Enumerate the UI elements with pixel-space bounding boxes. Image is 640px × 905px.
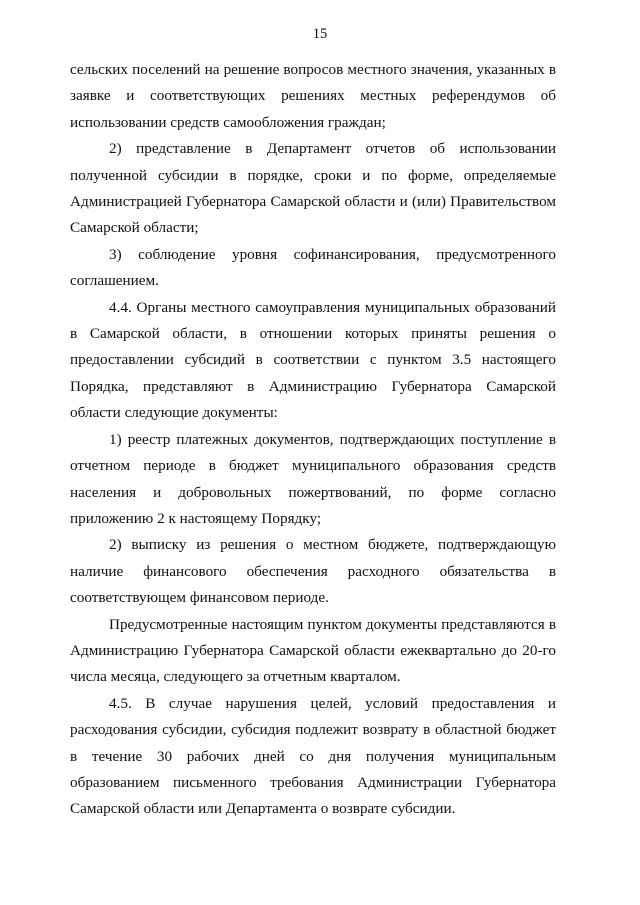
page-number: 15 [312,26,328,42]
paragraph-continuation: сельских поселений на решение вопросов местного значения, указанных в заявке и соответствующих решениях местных референдумов об использовании средств самообложения граждан; [70,61,556,131]
paragraph-item-1-registry: 1) реестр платежных документов, подтверждающих поступление в отчетном периоде в бюджет муниципального образования средств населения и добровольных пожертвований, по форме согласно приложению 2 к настоящему Порядку; [70,430,556,527]
paragraph-quarterly-submission: Предусмотренные настоящим пунктом документы представляются в Администрацию Губернатора Самарской области ежеквартально до 20-го числа месяца, следующего за отчетным кварталом. [70,615,556,686]
paragraph-item-3-cofinancing: 3) соблюдение уровня софинансирования, предусмотренного соглашением. [70,245,556,290]
paragraph-section-4-5: 4.5. В случае нарушения целей, условий предоставления и расходования субсидии, субсидия подлежит возврату в областной бюджет в течение 30 рабочих дней со дня получения муниципальным образованием письменного требования Администрации Губернатора Самарской области или Департамента о возврате субсидии. [70,694,556,818]
paragraph-section-4-4: 4.4. Органы местного самоуправления муниципальных образований в Самарской области, в отношении которых приняты решения о предоставлении субсидий в соответствии с пунктом 3.5 настоящего Порядка, представляют в Администрацию Губернатора Самарской области следующие документы: [70,298,556,422]
paragraph-item-2-extract: 2) выписку из решения о местном бюджете, подтверждающую наличие финансового обеспечения расходного обязательства в соответствующем финансовом периоде. [70,536,556,607]
document-body [70,57,556,823]
paragraph-item-2-reports: 2) представление в Департамент отчетов об использовании полученной субсидии в порядке, сроки и по форме, определяемые Администрацией Губернатора Самарской области и (или) Правительством Самарской области; [70,140,556,237]
